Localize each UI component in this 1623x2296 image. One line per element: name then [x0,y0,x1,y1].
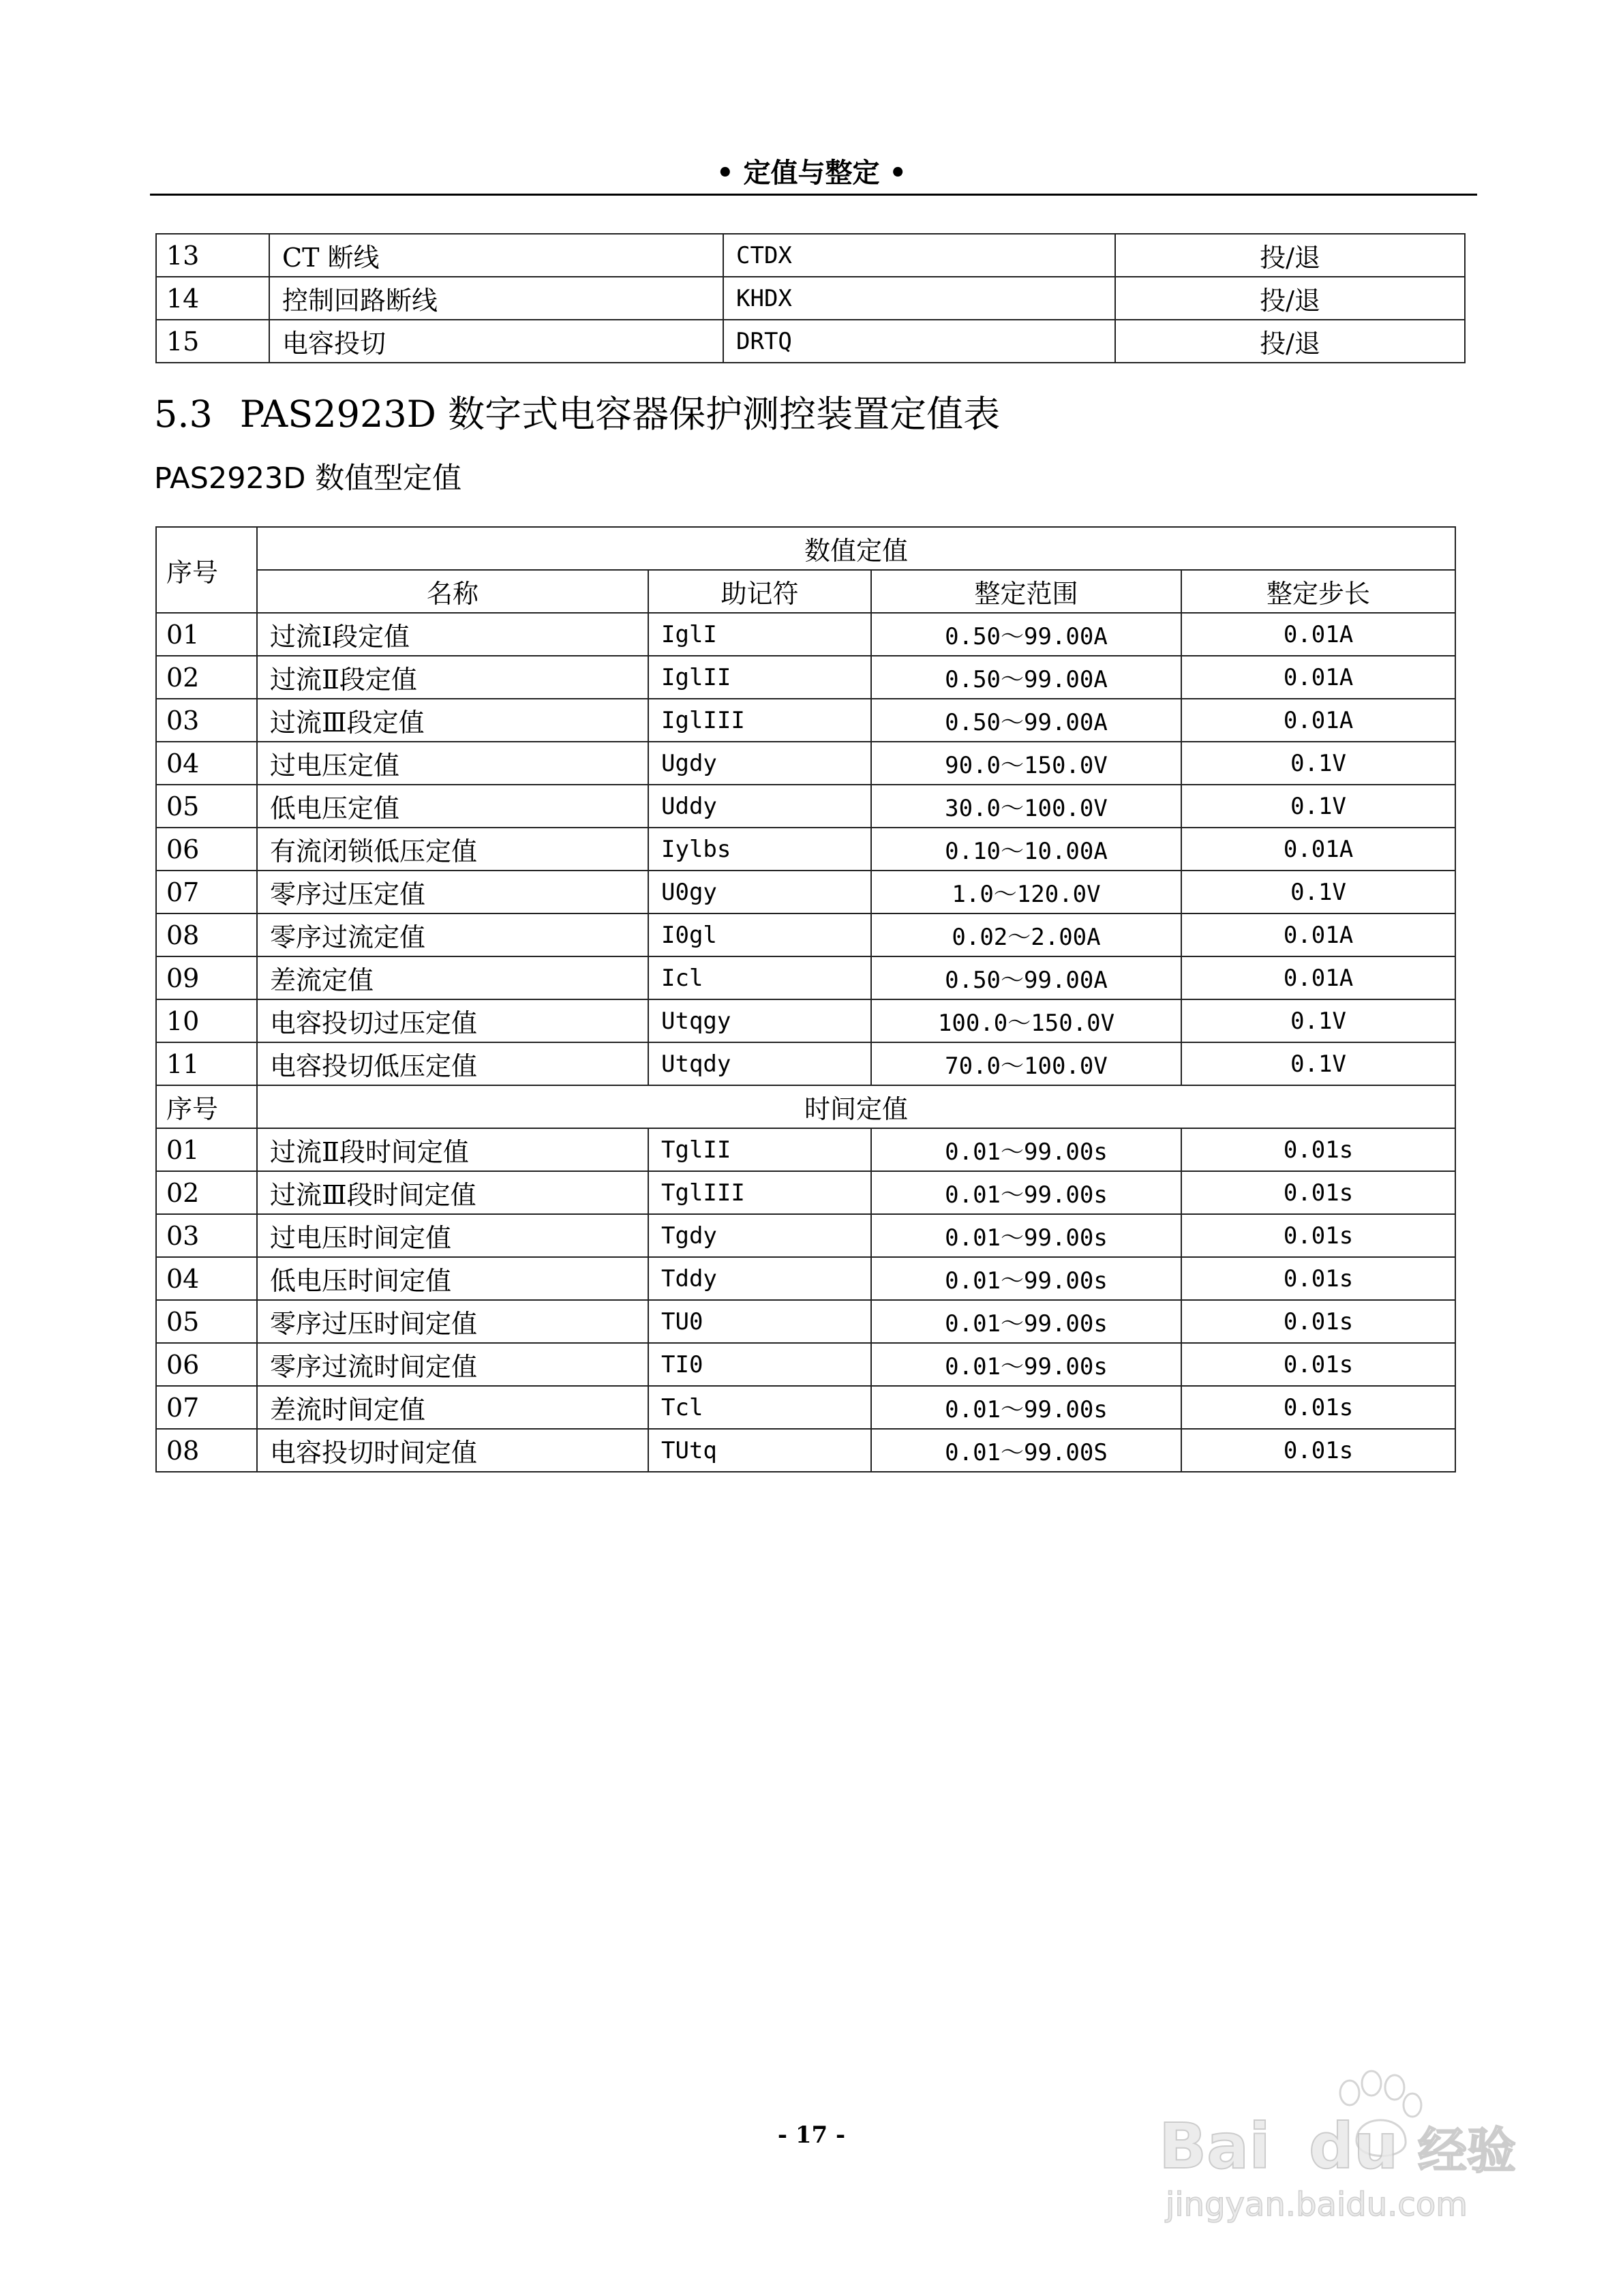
row-range: 0.50～99.00A [871,656,1181,699]
row-step: 0.01A [1181,956,1455,999]
row-index: 04 [156,742,257,785]
seq-header: 序号 [156,1085,257,1128]
table-row [156,1257,1455,1300]
row-mnemonic: IglIII [648,699,871,742]
section-heading [154,385,1000,438]
row-step: 0.01s [1181,1429,1455,1472]
row-index: 09 [156,956,257,999]
row-range: 0.50～99.00A [871,699,1181,742]
row-mnemonic: Iylbs [648,828,871,871]
row-index: 07 [156,1386,257,1429]
row-index: 06 [156,828,257,871]
row-range: 0.01～99.00s [871,1257,1181,1300]
svg-text:jingyan.baidu.com: jingyan.baidu.com [1166,2186,1468,2224]
row-name: 零序过流定值 [257,913,648,956]
table-row [156,1042,1455,1085]
row-step: 0.01s [1181,1214,1455,1257]
row-step: 0.01s [1181,1300,1455,1343]
row-name: 控制回路断线 [269,277,723,320]
row-mnemonic: IglII [648,656,871,699]
row-range: 0.10～10.00A [871,828,1181,871]
row-index: 14 [156,277,269,320]
row-name: 过流Ⅰ段定值 [257,613,648,656]
row-step: 0.1V [1181,871,1455,913]
row-name: 零序过压时间定值 [257,1300,648,1343]
baidu-jingyan-watermark [1152,2066,1534,2229]
row-mnemonic: TglII [648,1128,871,1171]
table-row [156,1300,1455,1343]
row-range: 0.01～99.00s [871,1128,1181,1171]
row-index: 07 [156,871,257,913]
row-range: 0.01～99.00s [871,1343,1181,1386]
row-index: 02 [156,1171,257,1214]
row-mnemonic: TUtq [648,1429,871,1472]
row-range: 0.02～2.00A [871,913,1181,956]
table-row [156,913,1455,956]
row-mnemonic: Icl [648,956,871,999]
table-row [156,785,1455,828]
table-row [156,320,1465,363]
table-row [156,277,1465,320]
table-header-row [156,527,1455,570]
row-mnemonic: Tgdy [648,1214,871,1257]
row-name: 过流Ⅲ段定值 [257,699,648,742]
row-index: 03 [156,699,257,742]
row-toggle: 投/退 [1115,320,1465,363]
row-mnemonic: Tddy [648,1257,871,1300]
row-index: 11 [156,1042,257,1085]
row-mnemonic: I0gl [648,913,871,956]
row-index: 03 [156,1214,257,1257]
table-row [156,656,1455,699]
section-title: PAS2923D 数字式电容器保护测控装置定值表 [239,393,1001,436]
row-index: 08 [156,913,257,956]
row-step: 0.01A [1181,913,1455,956]
svg-text:du: du [1309,2110,1399,2183]
table-row [156,699,1455,742]
row-mnemonic: IglI [648,613,871,656]
row-mnemonic: TU0 [648,1300,871,1343]
row-range: 0.01～99.00s [871,1386,1181,1429]
row-index: 05 [156,785,257,828]
svg-text:Bai: Bai [1159,2110,1271,2183]
row-step: 0.01s [1181,1257,1455,1300]
switch-settings-table [155,233,1466,363]
row-range: 70.0～100.0V [871,1042,1181,1085]
row-range: 30.0～100.0V [871,785,1181,828]
table-row [156,956,1455,999]
table-row [156,613,1455,656]
row-name: 电容投切时间定值 [257,1429,648,1472]
table-row [156,1128,1455,1171]
row-range: 0.50～99.00A [871,956,1181,999]
row-step: 0.1V [1181,785,1455,828]
row-range: 0.01～99.00S [871,1429,1181,1472]
row-mnemonic: Ugdy [648,742,871,785]
row-name: 过流Ⅲ段时间定值 [257,1171,648,1214]
row-step: 0.1V [1181,1042,1455,1085]
row-mnemonic: Tcl [648,1386,871,1429]
row-range: 0.50～99.00A [871,613,1181,656]
sub-heading: PAS2923D 数值型定值 [154,462,462,496]
table-row [156,1386,1455,1429]
row-name: 过流Ⅱ段时间定值 [257,1128,648,1171]
row-mnemonic: Utqgy [648,999,871,1042]
row-mnemonic: Utqdy [648,1042,871,1085]
row-name: 零序过压定值 [257,871,648,913]
row-step: 0.01s [1181,1343,1455,1386]
settings-table [155,526,1456,1472]
row-name: 低电压时间定值 [257,1257,648,1300]
time-group-header: 时间定值 [257,1085,1455,1128]
row-mnemonic: TI0 [648,1343,871,1386]
table-row [156,871,1455,913]
row-name: 过流Ⅱ段定值 [257,656,648,699]
row-step: 0.01s [1181,1386,1455,1429]
header-divider [150,194,1477,196]
row-step: 0.01s [1181,1171,1455,1214]
row-name: 零序过流时间定值 [257,1343,648,1386]
table-row [156,1429,1455,1472]
row-name: 电容投切 [269,320,723,363]
row-name: CT 断线 [269,234,723,277]
row-step: 0.1V [1181,742,1455,785]
row-index: 15 [156,320,269,363]
section-number: 5.3 [154,393,213,436]
table-column-row [156,570,1455,613]
column-header-step: 整定步长 [1181,570,1455,613]
row-name: 电容投切低压定值 [257,1042,648,1085]
row-index: 01 [156,613,257,656]
row-index: 06 [156,1343,257,1386]
column-header-range: 整定范围 [871,570,1181,613]
numeric-group-header: 数值定值 [257,527,1455,570]
row-range: 100.0～150.0V [871,999,1181,1042]
table-row [156,828,1455,871]
row-name: 差流定值 [257,956,648,999]
table-row [156,1343,1455,1386]
row-mnemonic: Uddy [648,785,871,828]
row-range: 90.0～150.0V [871,742,1181,785]
row-range: 0.01～99.00s [871,1171,1181,1214]
table-row [156,234,1465,277]
seq-header: 序号 [156,527,257,613]
column-header-mnemonic: 助记符 [648,570,871,613]
row-step: 0.1V [1181,999,1455,1042]
row-name: 低电压定值 [257,785,648,828]
row-name: 电容投切过压定值 [257,999,648,1042]
time-group-header-row [156,1085,1455,1128]
row-name: 差流时间定值 [257,1386,648,1429]
row-mnemonic: CTDX [723,234,1115,277]
row-toggle: 投/退 [1115,277,1465,320]
row-index: 01 [156,1128,257,1171]
row-step: 0.01A [1181,699,1455,742]
row-name: 过电压时间定值 [257,1214,648,1257]
row-mnemonic: DRTQ [723,320,1115,363]
page-number: - 17 - [777,2121,846,2149]
row-step: 0.01s [1181,1128,1455,1171]
row-index: 04 [156,1257,257,1300]
row-name: 过电压定值 [257,742,648,785]
column-header-name: 名称 [257,570,648,613]
row-range: 0.01～99.00s [871,1214,1181,1257]
table-row [156,999,1455,1042]
row-index: 08 [156,1429,257,1472]
row-range: 1.0～120.0V [871,871,1181,913]
svg-text:经验: 经验 [1418,2122,1517,2179]
row-range: 0.01～99.00s [871,1300,1181,1343]
row-index: 02 [156,656,257,699]
baidu-logo-icon [1152,2066,1534,2229]
table-row [156,1214,1455,1257]
row-index: 13 [156,234,269,277]
row-name: 有流闭锁低压定值 [257,828,648,871]
row-step: 0.01A [1181,828,1455,871]
row-index: 05 [156,1300,257,1343]
row-mnemonic: TglIII [648,1171,871,1214]
row-mnemonic: U0gy [648,871,871,913]
table-row [156,1171,1455,1214]
row-step: 0.01A [1181,656,1455,699]
row-index: 10 [156,999,257,1042]
page-header-title: • 定值与整定 • [716,157,907,189]
row-mnemonic: KHDX [723,277,1115,320]
row-toggle: 投/退 [1115,234,1465,277]
table-row [156,742,1455,785]
row-step: 0.01A [1181,613,1455,656]
